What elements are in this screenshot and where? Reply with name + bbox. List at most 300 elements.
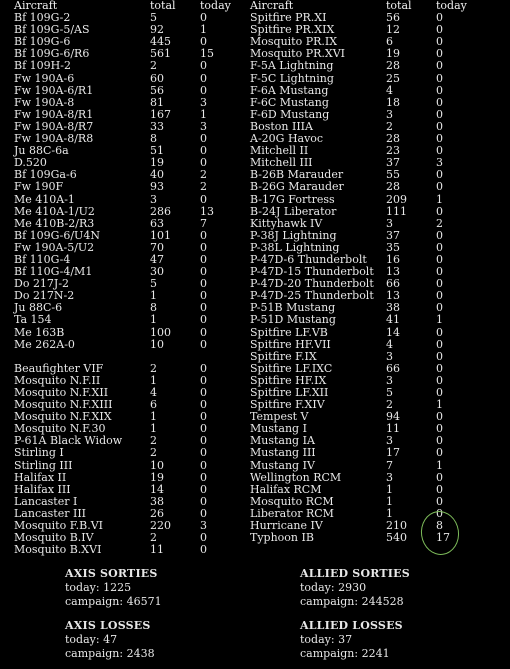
aircraft-name: Mosquito N.F.XIII	[14, 398, 113, 412]
total-count: 19	[386, 47, 400, 61]
total-count: 4	[386, 83, 393, 97]
table-row	[250, 532, 500, 544]
aircraft-name: Spitfire F.XIV	[250, 398, 325, 412]
table-row	[14, 447, 246, 459]
today-count: 2	[436, 216, 443, 230]
today-count: 0	[200, 265, 207, 279]
today-count: 0	[436, 361, 443, 375]
today-count: 0	[200, 71, 207, 85]
table-row	[250, 327, 500, 339]
today-count: 0	[200, 337, 207, 351]
today-count: 1	[200, 107, 207, 121]
total-count: 13	[386, 289, 400, 303]
aircraft-name: P-51D Mustang	[250, 313, 336, 327]
aircraft-name: Lancaster I	[14, 494, 78, 508]
aircraft-name: Typhoon IB	[250, 531, 314, 545]
today-count: 0	[436, 168, 443, 182]
aircraft-name: Liberator RCM	[250, 506, 334, 520]
table-row	[14, 85, 246, 97]
today-count: 0	[200, 506, 207, 520]
aircraft-name: Halifax III	[14, 482, 71, 496]
today-count: 0	[200, 289, 207, 303]
total-count: 4	[150, 386, 157, 399]
today-count: 0	[200, 156, 207, 170]
allied-losses-title: ALLIED LOSSES	[300, 619, 403, 632]
total-count: 3	[386, 216, 393, 230]
total-count: 1	[386, 494, 393, 508]
aircraft-name: Fw 190A-6	[14, 71, 75, 85]
aircraft-name: Bf 109G-5/AS	[14, 23, 90, 37]
total-count: 47	[150, 252, 164, 266]
aircraft-name: Mosquito PR.IX	[250, 35, 338, 49]
table-row	[250, 194, 500, 206]
aircraft-name: Fw 190A-8/R8	[14, 132, 94, 146]
total-count: 11	[150, 543, 164, 557]
today-count: 3	[200, 119, 207, 133]
total-count: 1	[150, 373, 157, 387]
today-count: 0	[200, 373, 207, 387]
table-row	[250, 472, 500, 484]
aircraft-name: Halifax RCM	[250, 482, 322, 496]
aircraft-name: A-20G Havoc	[250, 132, 324, 146]
total-count: 60	[150, 71, 164, 85]
total-count: 3	[386, 470, 393, 484]
aircraft-name: Kittyhawk IV	[250, 216, 323, 230]
aircraft-name: B-26B Marauder	[250, 168, 344, 182]
total-count: 19	[150, 470, 164, 484]
today-header: today	[436, 0, 467, 12]
aircraft-name: Mosquito N.F.XIX	[14, 410, 112, 424]
today-count: 3	[436, 156, 443, 170]
total-count: 2	[386, 398, 393, 412]
total-count: 2	[150, 531, 157, 545]
aircraft-name: Me 410A-1/U2	[14, 204, 95, 218]
today-count: 0	[200, 422, 207, 436]
today-count: 0	[436, 337, 443, 351]
axis-sorties-today: today: 1225	[65, 581, 132, 594]
today-count: 0	[436, 434, 443, 448]
table-row	[250, 447, 500, 459]
today-count: 8	[436, 519, 443, 533]
table-row	[250, 339, 500, 351]
aircraft-name: Fw 190A-6/R1	[14, 83, 94, 97]
today-count: 0	[200, 543, 207, 557]
table-row	[250, 460, 500, 472]
total-count: 81	[150, 95, 164, 109]
aircraft-name: Bf 109H-2	[14, 59, 71, 73]
today-count: 0	[200, 228, 207, 242]
aircraft-name: P-47D-15 Thunderbolt	[250, 265, 374, 279]
today-count: 0	[200, 83, 207, 97]
aircraft-name: Tempest V	[250, 410, 309, 424]
total-count: 5	[150, 11, 157, 25]
today-count: 0	[436, 386, 443, 399]
total-count: 93	[150, 180, 164, 194]
total-count: 70	[150, 240, 164, 254]
total-count: 445	[150, 35, 171, 49]
today-count: 0	[436, 59, 443, 73]
aircraft-name: Mustang IA	[250, 434, 315, 448]
total-count: 19	[150, 156, 164, 170]
today-count: 15	[200, 47, 214, 61]
table-row	[14, 314, 246, 326]
today-count: 0	[436, 410, 443, 424]
total-count: 3	[386, 107, 393, 121]
total-count: 28	[386, 132, 400, 146]
total-count: 2	[150, 446, 157, 460]
total-count: 66	[386, 277, 400, 291]
axis-losses-block	[65, 618, 265, 661]
aircraft-name: Stirling I	[14, 446, 64, 460]
table-row	[14, 206, 246, 218]
today-count: 0	[200, 144, 207, 158]
aircraft-name: D.520	[14, 156, 47, 170]
today-count: 0	[200, 132, 207, 146]
today-count: 0	[436, 119, 443, 133]
total-count: 2	[386, 119, 393, 133]
aircraft-name: Do 217J-2	[14, 277, 70, 291]
total-count: 10	[150, 458, 164, 472]
table-row	[14, 194, 246, 206]
total-count: 38	[386, 301, 400, 315]
today-count: 1	[436, 398, 443, 412]
aircraft-name: Bf 109G-2	[14, 11, 71, 25]
total-count: 16	[386, 252, 400, 266]
today-count: 0	[200, 35, 207, 49]
total-count: 25	[386, 71, 400, 85]
aircraft-name: P-47D-20 Thunderbolt	[250, 277, 374, 291]
total-count: 111	[386, 204, 407, 218]
total-count: 100	[150, 325, 171, 339]
total-count: 210	[386, 519, 407, 533]
total-count: 26	[150, 506, 164, 520]
aircraft-name: Halifax II	[14, 470, 67, 484]
total-count: 38	[150, 494, 164, 508]
total-count: 28	[386, 59, 400, 73]
total-count: 2	[150, 59, 157, 73]
aircraft-header: Aircraft	[14, 0, 58, 12]
table-row	[14, 73, 246, 85]
aircraft-name: F-6D Mustang	[250, 107, 330, 121]
today-count: 0	[436, 23, 443, 37]
aircraft-name: Boston IIIA	[250, 119, 313, 133]
today-count: 0	[436, 301, 443, 315]
total-count: 17	[386, 446, 400, 460]
today-count: 0	[436, 349, 443, 363]
aircraft-name: Ju 88C-6a	[14, 144, 69, 158]
today-count: 0	[436, 107, 443, 121]
total-count: 14	[150, 482, 164, 496]
total-count: 286	[150, 204, 171, 218]
table-row	[14, 339, 246, 351]
table-row	[14, 60, 246, 72]
today-count: 7	[200, 216, 207, 230]
total-count: 1	[150, 422, 157, 436]
today-count: 0	[436, 47, 443, 61]
today-count: 0	[436, 470, 443, 484]
aircraft-name: Fw 190A-8	[14, 95, 75, 109]
today-count: 0	[436, 228, 443, 242]
today-count: 1	[200, 23, 207, 37]
aircraft-name: Mosquito B.XVI	[14, 543, 102, 557]
aircraft-name: Bf 109G-6	[14, 35, 71, 49]
today-count: 0	[200, 386, 207, 399]
total-count: 33	[150, 119, 164, 133]
total-count: 4	[386, 337, 393, 351]
aircraft-name: P-51B Mustang	[250, 301, 336, 315]
total-count: 18	[386, 95, 400, 109]
aircraft-name: Spitfire PR.XIX	[250, 23, 335, 37]
aircraft-name: B-24J Liberator	[250, 204, 337, 218]
today-count: 0	[200, 470, 207, 484]
allied-losses-block	[300, 618, 500, 661]
aircraft-name: Spitfire PR.XI	[250, 11, 327, 25]
aircraft-name: Stirling III	[14, 458, 73, 472]
today-count: 1	[436, 192, 443, 206]
today-count: 0	[436, 144, 443, 158]
table-row	[250, 85, 500, 97]
total-count: 7	[386, 458, 393, 472]
today-count: 0	[200, 434, 207, 448]
axis-losses-campaign: campaign: 2438	[65, 647, 155, 660]
total-count: 5	[386, 386, 393, 399]
aircraft-name: Spitfire LF.XII	[250, 386, 329, 399]
today-count: 0	[436, 482, 443, 496]
table-row	[14, 351, 246, 363]
today-count: 0	[200, 446, 207, 460]
table-row	[250, 206, 500, 218]
axis-sorties-title: AXIS SORTIES	[65, 567, 158, 580]
total-count: 40	[150, 168, 164, 182]
today-count: 0	[200, 277, 207, 291]
total-count: 41	[386, 313, 400, 327]
today-count: 0	[436, 506, 443, 520]
total-count: 51	[150, 144, 164, 158]
today-count: 0	[436, 132, 443, 146]
aircraft-name: Mosquito N.F.30	[14, 422, 106, 436]
table-row	[14, 460, 246, 472]
total-count: 3	[386, 349, 393, 363]
today-header: today	[200, 0, 231, 12]
aircraft-name: Mustang III	[250, 446, 316, 460]
aircraft-name: B-26G Marauder	[250, 180, 344, 194]
today-count: 0	[436, 325, 443, 339]
aircraft-name: F-5A Lightning	[250, 59, 334, 73]
allied-sorties-title: ALLIED SORTIES	[300, 567, 410, 580]
table-row	[14, 181, 246, 193]
today-count: 0	[436, 265, 443, 279]
total-count: 3	[386, 434, 393, 448]
today-count: 0	[436, 11, 443, 25]
total-count: 10	[150, 337, 164, 351]
table-row	[14, 544, 246, 556]
allied-aircraft-table	[250, 0, 500, 544]
total-count: 220	[150, 519, 171, 533]
axis-aircraft-table	[14, 0, 246, 556]
aircraft-name: Fw 190A-8/R1	[14, 107, 94, 121]
total-count: 209	[386, 192, 407, 206]
aircraft-name: Bf 110G-4	[14, 252, 71, 266]
today-count: 0	[436, 446, 443, 460]
total-count: 6	[150, 398, 157, 412]
table-row	[250, 218, 500, 230]
aircraft-name: P-38L Lightning	[250, 240, 340, 254]
aircraft-name: Mosquito B.IV	[14, 531, 94, 545]
total-count: 561	[150, 47, 171, 61]
total-count: 1	[386, 506, 393, 520]
aircraft-name: Mosquito RCM	[250, 494, 334, 508]
total-count: 12	[386, 23, 400, 37]
aircraft-name: F-6A Mustang	[250, 83, 329, 97]
total-count: 35	[386, 240, 400, 254]
total-header: total	[386, 0, 412, 12]
today-count: 0	[200, 325, 207, 339]
aircraft-name: Wellington RCM	[250, 470, 342, 484]
today-count: 0	[200, 398, 207, 412]
allied-losses-campaign: campaign: 2241	[300, 647, 390, 660]
today-count: 3	[200, 519, 207, 533]
total-count: 540	[386, 531, 407, 545]
today-count: 0	[436, 422, 443, 436]
today-count: 0	[200, 531, 207, 545]
today-count: 0	[200, 458, 207, 472]
aircraft-name: Mosquito N.F.XII	[14, 386, 109, 399]
today-count: 0	[200, 361, 207, 375]
table-row	[250, 73, 500, 85]
today-count: 1	[436, 313, 443, 327]
aircraft-name: Beaufighter VIF	[14, 361, 104, 375]
aircraft-name: Do 217N-2	[14, 289, 75, 303]
today-count: 13	[200, 204, 214, 218]
aircraft-name: Bf 109G-6/U4N	[14, 228, 100, 242]
total-count: 63	[150, 216, 164, 230]
aircraft-name: P-61A Black Widow	[14, 434, 123, 448]
allied-losses-today: today: 37	[300, 633, 353, 646]
table-row	[14, 218, 246, 230]
aircraft-name: Me 410B-2/R3	[14, 216, 95, 230]
total-count: 8	[150, 301, 157, 315]
total-count: 66	[386, 361, 400, 375]
aircraft-name: Ju 88C-6	[14, 301, 63, 315]
total-count: 37	[386, 228, 400, 242]
total-count: 23	[386, 144, 400, 158]
aircraft-name: Fw 190A-5/U2	[14, 240, 95, 254]
today-count: 0	[436, 373, 443, 387]
today-count: 0	[200, 482, 207, 496]
today-count: 0	[436, 95, 443, 109]
aircraft-name: Mosquito N.F.II	[14, 373, 101, 387]
today-count: 0	[200, 240, 207, 254]
aircraft-name: Bf 109G-6/R6	[14, 47, 90, 61]
total-count: 56	[386, 11, 400, 25]
aircraft-name: Mosquito PR.XVI	[250, 47, 346, 61]
total-count: 37	[386, 156, 400, 170]
aircraft-name: Bf 109Ga-6	[14, 168, 77, 182]
today-count: 1	[436, 458, 443, 472]
axis-losses-title: AXIS LOSSES	[65, 619, 151, 632]
today-count: 0	[200, 59, 207, 73]
total-count: 1	[386, 482, 393, 496]
today-count: 0	[436, 35, 443, 49]
today-count: 2	[200, 180, 207, 194]
total-count: 1	[150, 313, 157, 327]
total-header: total	[150, 0, 176, 12]
today-count: 3	[200, 95, 207, 109]
aircraft-name: F-5C Lightning	[250, 71, 334, 85]
table-row	[250, 60, 500, 72]
total-count: 1	[150, 410, 157, 424]
total-count: 2	[150, 434, 157, 448]
table-row	[250, 181, 500, 193]
aircraft-name: Bf 110G-4/M1	[14, 265, 93, 279]
total-count: 55	[386, 168, 400, 182]
aircraft-name: Fw 190F	[14, 180, 64, 194]
total-count: 56	[150, 83, 164, 97]
aircraft-name: Spitfire HF.IX	[250, 373, 327, 387]
axis-sorties-campaign: campaign: 46571	[65, 595, 162, 608]
today-count: 17	[436, 531, 450, 545]
aircraft-name: Mustang IV	[250, 458, 315, 472]
today-count: 0	[436, 204, 443, 218]
today-count: 0	[200, 252, 207, 266]
today-count: 0	[436, 289, 443, 303]
aircraft-name: B-17G Fortress	[250, 192, 335, 206]
today-count: 0	[436, 252, 443, 266]
table-row	[14, 327, 246, 339]
today-count: 0	[436, 494, 443, 508]
today-count: 0	[436, 240, 443, 254]
total-count: 5	[150, 277, 157, 291]
aircraft-name: Spitfire F.IX	[250, 349, 317, 363]
today-count: 0	[200, 313, 207, 327]
aircraft-name: Mitchell II	[250, 144, 309, 158]
total-count: 92	[150, 23, 164, 37]
total-count: 3	[150, 192, 157, 206]
total-count: 28	[386, 180, 400, 194]
aircraft-name: Spitfire LF.VB	[250, 325, 328, 339]
allied-sorties-today: today: 2930	[300, 581, 367, 594]
aircraft-name: Me 163B	[14, 325, 65, 339]
table-row	[250, 351, 500, 363]
axis-sorties-block	[65, 566, 265, 609]
aircraft-name: Mosquito F.B.VI	[14, 519, 103, 533]
allied-sorties-block	[300, 566, 500, 609]
aircraft-header: Aircraft	[250, 0, 294, 12]
today-count: 0	[200, 301, 207, 315]
total-count: 1	[150, 289, 157, 303]
table-row	[14, 145, 246, 157]
aircraft-name: P-38J Lightning	[250, 228, 337, 242]
total-count: 6	[386, 35, 393, 49]
table-row	[250, 314, 500, 326]
today-count: 0	[436, 83, 443, 97]
aircraft-name: P-47D-25 Thunderbolt	[250, 289, 374, 303]
today-count: 0	[200, 494, 207, 508]
aircraft-name: Spitfire LF.IXC	[250, 361, 333, 375]
today-count: 0	[200, 11, 207, 25]
aircraft-name: Lancaster III	[14, 506, 87, 520]
total-count: 2	[150, 361, 157, 375]
aircraft-name: F-6C Mustang	[250, 95, 329, 109]
total-count: 167	[150, 107, 171, 121]
aircraft-name: Me 410A-1	[14, 192, 75, 206]
aircraft-name: Hurricane IV	[250, 519, 323, 533]
total-count: 8	[150, 132, 157, 146]
total-count: 14	[386, 325, 400, 339]
total-count: 94	[386, 410, 400, 424]
total-count: 11	[386, 422, 400, 436]
total-count: 30	[150, 265, 164, 279]
